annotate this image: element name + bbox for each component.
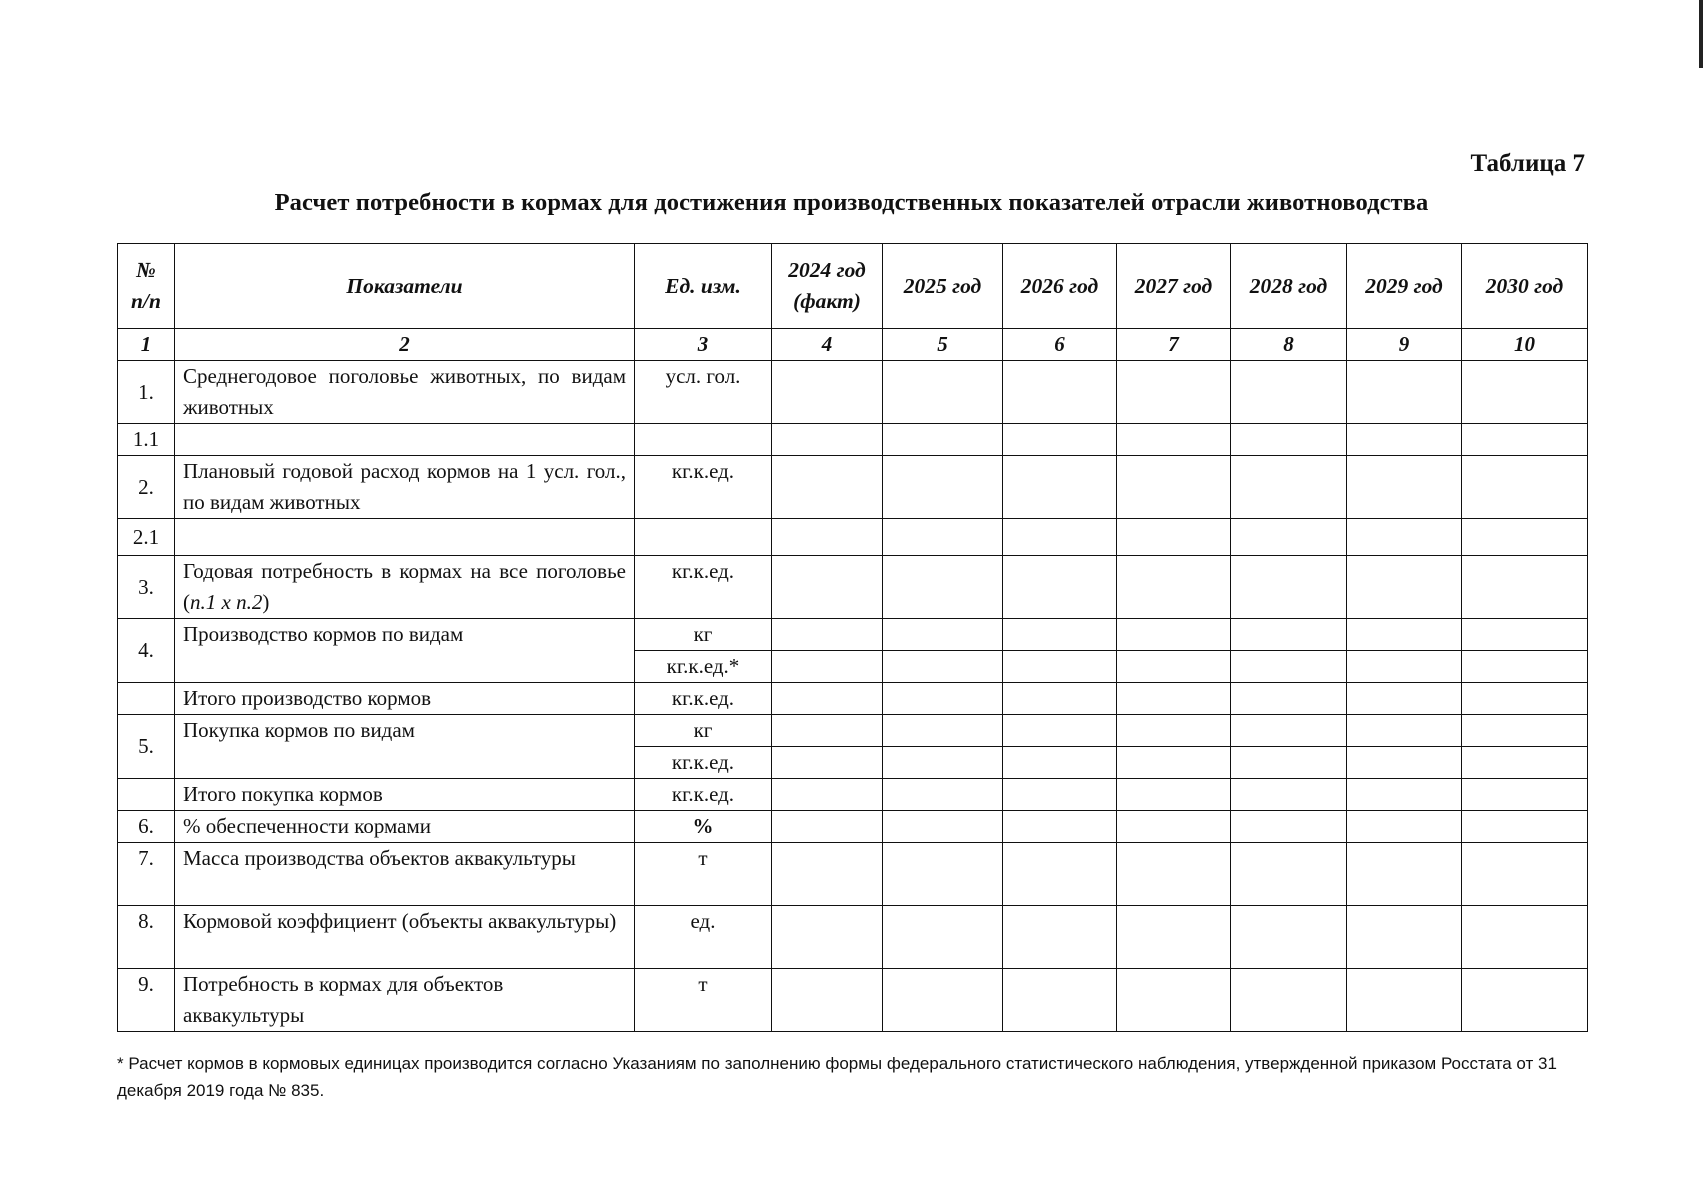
- scan-edge-mark: [1699, 0, 1703, 68]
- row-unit: т: [635, 843, 772, 906]
- value-cell: [1231, 779, 1347, 811]
- row-number: 5.: [118, 715, 175, 779]
- header-unit: Ед. изм.: [635, 244, 772, 329]
- value-cell: [1462, 424, 1588, 456]
- table-row: [118, 519, 1588, 556]
- value-cell: [1117, 456, 1231, 519]
- row-indicator: [175, 519, 635, 556]
- value-cell: [1347, 556, 1462, 619]
- value-cell: [772, 361, 883, 424]
- value-cell: [1003, 619, 1117, 651]
- row-indicator: Плановый годовой расход кормов на 1 усл. гол., по видам животных: [175, 456, 635, 519]
- column-number: 7: [1117, 329, 1231, 361]
- value-cell: [1462, 556, 1588, 619]
- header-2029: 2029 год: [1347, 244, 1462, 329]
- value-cell: [1117, 906, 1231, 969]
- column-number: 9: [1347, 329, 1462, 361]
- value-cell: [1117, 747, 1231, 779]
- value-cell: [1003, 969, 1117, 1032]
- row-number: 8.: [118, 906, 175, 969]
- value-cell: [1462, 747, 1588, 779]
- header-2026: 2026 год: [1003, 244, 1117, 329]
- header-indicators: Показатели: [175, 244, 635, 329]
- value-cell: [1003, 843, 1117, 906]
- row-indicator: Итого покупка кормов: [175, 779, 635, 811]
- value-cell: [1347, 519, 1462, 556]
- value-cell: [1462, 715, 1588, 747]
- value-cell: [1117, 683, 1231, 715]
- value-cell: [1003, 556, 1117, 619]
- table-row: [118, 456, 1588, 519]
- row-indicator: [175, 424, 635, 456]
- value-cell: [1347, 906, 1462, 969]
- table-row: [118, 361, 1588, 424]
- value-cell: [883, 556, 1003, 619]
- value-cell: [1231, 556, 1347, 619]
- value-cell: [1117, 715, 1231, 747]
- value-cell: [1117, 519, 1231, 556]
- table-row: [118, 811, 1588, 843]
- column-number: 3: [635, 329, 772, 361]
- column-number: 2: [175, 329, 635, 361]
- value-cell: [1347, 747, 1462, 779]
- value-cell: [1347, 651, 1462, 683]
- column-number: 10: [1462, 329, 1588, 361]
- value-cell: [1347, 619, 1462, 651]
- value-cell: [1003, 906, 1117, 969]
- value-cell: [1003, 715, 1117, 747]
- row-unit: кг.к.ед.*: [635, 651, 772, 683]
- value-cell: [1003, 456, 1117, 519]
- row-unit: кг.к.ед.: [635, 456, 772, 519]
- document-title: Расчет потребности в кормах для достижения производственных показателей отрасли животноводства: [274, 189, 1429, 216]
- header-2030: 2030 год: [1462, 244, 1588, 329]
- value-cell: [1231, 843, 1347, 906]
- row-number: 3.: [118, 556, 175, 619]
- table-row: [118, 619, 1588, 651]
- row-number: [118, 683, 175, 715]
- value-cell: [883, 715, 1003, 747]
- value-cell: [1347, 715, 1462, 747]
- value-cell: [772, 906, 883, 969]
- header-2024-line1: 2024 год: [788, 258, 866, 282]
- row-indicator: Итого производство кормов: [175, 683, 635, 715]
- value-cell: [772, 619, 883, 651]
- table-row: [118, 556, 1588, 619]
- value-cell: [1231, 969, 1347, 1032]
- value-cell: [1462, 456, 1588, 519]
- row-unit: кг.к.ед.: [635, 556, 772, 619]
- value-cell: [1003, 361, 1117, 424]
- value-cell: [772, 779, 883, 811]
- row-indicator: Масса производства объектов аквакультуры: [175, 843, 635, 906]
- header-2024-line2: (факт): [793, 289, 861, 313]
- value-cell: [772, 811, 883, 843]
- value-cell: [1462, 811, 1588, 843]
- value-cell: [1231, 651, 1347, 683]
- value-cell: [1231, 715, 1347, 747]
- value-cell: [772, 651, 883, 683]
- value-cell: [1462, 906, 1588, 969]
- value-cell: [1347, 361, 1462, 424]
- row-number: 1.: [118, 361, 175, 424]
- value-cell: [883, 811, 1003, 843]
- value-cell: [1117, 361, 1231, 424]
- row-unit: кг.к.ед.: [635, 779, 772, 811]
- row-unit: [635, 519, 772, 556]
- value-cell: [883, 969, 1003, 1032]
- value-cell: [1462, 519, 1588, 556]
- value-cell: [1003, 651, 1117, 683]
- column-number: 1: [118, 329, 175, 361]
- header-2027: 2027 год: [1117, 244, 1231, 329]
- value-cell: [1003, 747, 1117, 779]
- value-cell: [772, 556, 883, 619]
- value-cell: [883, 456, 1003, 519]
- row-indicator-text-end: ): [262, 590, 270, 614]
- value-cell: [883, 747, 1003, 779]
- row-indicator: Кормовой коэффициент (объекты аквакультуры): [175, 906, 635, 969]
- row-indicator-text: Годовая потребность в кормах на все поголовье (: [183, 559, 626, 614]
- footnote: * Расчет кормов в кормовых единицах производится согласно Указаниям по заполнению формы федерального статистического наблюдения, утвержденной приказом Росстата от 31 декабря 2019 года № 835.: [117, 1054, 1557, 1100]
- row-number: 2.: [118, 456, 175, 519]
- value-cell: [772, 519, 883, 556]
- value-cell: [1462, 683, 1588, 715]
- value-cell: [1462, 361, 1588, 424]
- value-cell: [1231, 456, 1347, 519]
- row-number: 1.1: [118, 424, 175, 456]
- value-cell: [1231, 619, 1347, 651]
- value-cell: [1347, 843, 1462, 906]
- value-cell: [883, 651, 1003, 683]
- value-cell: [1347, 683, 1462, 715]
- header-2028: 2028 год: [1231, 244, 1347, 329]
- row-unit: т: [635, 969, 772, 1032]
- row-number: 6.: [118, 811, 175, 843]
- value-cell: [883, 361, 1003, 424]
- row-unit: кг: [635, 715, 772, 747]
- table-row: [118, 843, 1588, 906]
- value-cell: [883, 906, 1003, 969]
- value-cell: [772, 424, 883, 456]
- row-number: 7.: [118, 843, 175, 906]
- table-row: [118, 715, 1588, 747]
- row-indicator: [175, 556, 635, 619]
- value-cell: [1003, 779, 1117, 811]
- row-number: 9.: [118, 969, 175, 1032]
- column-number: 6: [1003, 329, 1117, 361]
- value-cell: [772, 715, 883, 747]
- value-cell: [883, 619, 1003, 651]
- row-formula: п.1 х п.2: [190, 590, 263, 614]
- value-cell: [772, 456, 883, 519]
- value-cell: [1231, 747, 1347, 779]
- value-cell: [1003, 811, 1117, 843]
- row-unit: кг.к.ед.: [635, 747, 772, 779]
- column-numbers-row: [118, 329, 1588, 361]
- value-cell: [1347, 424, 1462, 456]
- value-cell: [1231, 906, 1347, 969]
- value-cell: [1462, 969, 1588, 1032]
- column-number: 8: [1231, 329, 1347, 361]
- row-number: [118, 779, 175, 811]
- table-label: Таблица 7: [1470, 150, 1585, 177]
- row-indicator: % обеспеченности кормами: [175, 811, 635, 843]
- feed-requirements-table: [117, 243, 1588, 1032]
- value-cell: [772, 683, 883, 715]
- table-header-row: [118, 244, 1588, 329]
- value-cell: [1117, 651, 1231, 683]
- value-cell: [772, 747, 883, 779]
- value-cell: [883, 683, 1003, 715]
- value-cell: [1347, 811, 1462, 843]
- value-cell: [1462, 651, 1588, 683]
- header-no-line1: №: [136, 258, 156, 282]
- value-cell: [772, 843, 883, 906]
- value-cell: [1117, 556, 1231, 619]
- value-cell: [1462, 779, 1588, 811]
- value-cell: [1117, 424, 1231, 456]
- header-no: [118, 244, 175, 329]
- row-unit: кг: [635, 619, 772, 651]
- value-cell: [1117, 619, 1231, 651]
- value-cell: [1231, 683, 1347, 715]
- value-cell: [1003, 424, 1117, 456]
- value-cell: [1003, 519, 1117, 556]
- table-row: [118, 424, 1588, 456]
- row-unit: усл. гол.: [635, 361, 772, 424]
- value-cell: [883, 424, 1003, 456]
- value-cell: [883, 519, 1003, 556]
- row-unit: ед.: [635, 906, 772, 969]
- table-row: [118, 906, 1588, 969]
- value-cell: [883, 779, 1003, 811]
- row-unit: [635, 424, 772, 456]
- header-2024: [772, 244, 883, 329]
- value-cell: [1117, 843, 1231, 906]
- table-row: [118, 683, 1588, 715]
- row-unit: %: [635, 811, 772, 843]
- value-cell: [1117, 969, 1231, 1032]
- value-cell: [1231, 811, 1347, 843]
- row-indicator: Среднегодовое поголовье животных, по видам животных: [175, 361, 635, 424]
- row-unit: кг.к.ед.: [635, 683, 772, 715]
- value-cell: [1347, 969, 1462, 1032]
- value-cell: [1003, 683, 1117, 715]
- row-indicator: Потребность в кормах для объектов аквакультуры: [175, 969, 635, 1032]
- value-cell: [772, 969, 883, 1032]
- value-cell: [1231, 519, 1347, 556]
- value-cell: [1231, 361, 1347, 424]
- value-cell: [1462, 619, 1588, 651]
- value-cell: [1231, 424, 1347, 456]
- row-number: 4.: [118, 619, 175, 683]
- value-cell: [1462, 843, 1588, 906]
- row-indicator: Покупка кормов по видам: [175, 715, 635, 779]
- row-indicator: Производство кормов по видам: [175, 619, 635, 683]
- column-number: 4: [772, 329, 883, 361]
- header-no-line2: п/п: [131, 289, 161, 313]
- value-cell: [883, 843, 1003, 906]
- value-cell: [1347, 779, 1462, 811]
- value-cell: [1347, 456, 1462, 519]
- value-cell: [1117, 811, 1231, 843]
- table-row: [118, 779, 1588, 811]
- column-number: 5: [883, 329, 1003, 361]
- table-row: [118, 969, 1588, 1032]
- header-2025: 2025 год: [883, 244, 1003, 329]
- value-cell: [1117, 779, 1231, 811]
- row-number: 2.1: [118, 519, 175, 556]
